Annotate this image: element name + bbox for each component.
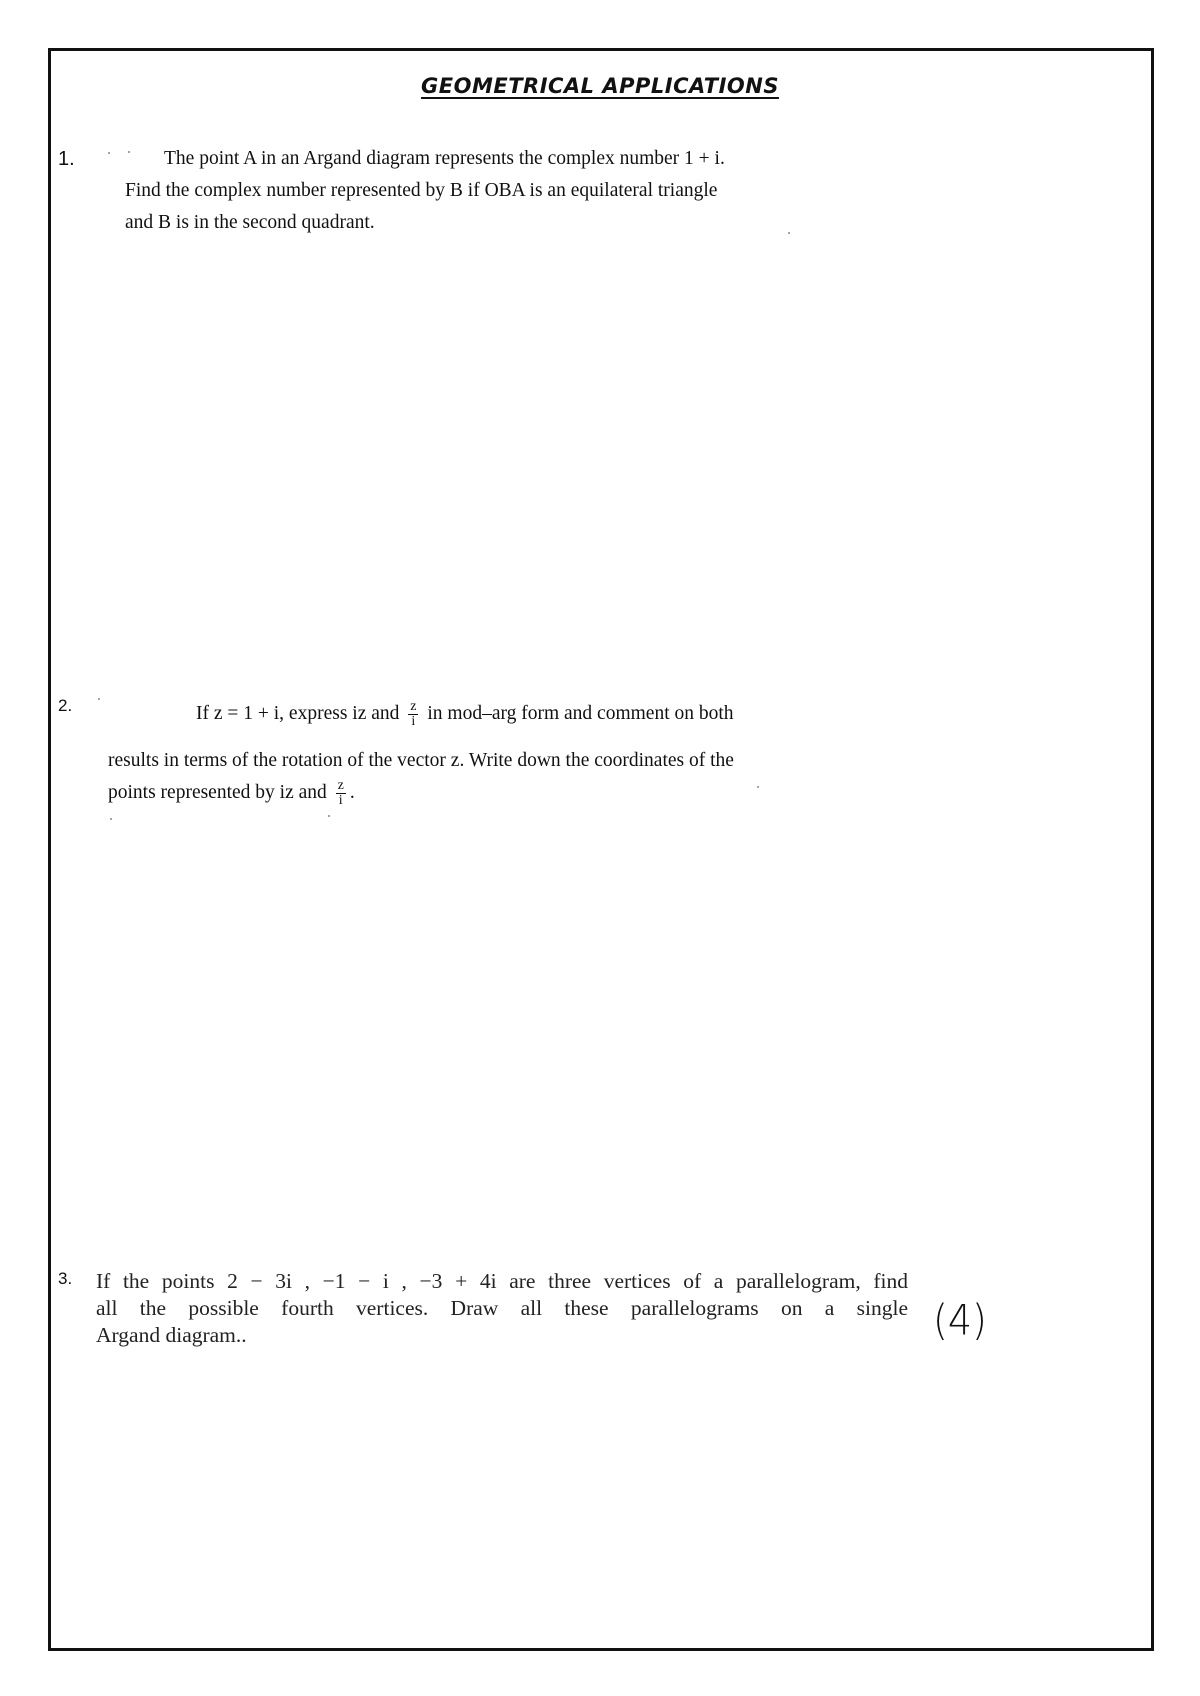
fraction-denominator: i bbox=[411, 714, 416, 729]
question-2-line-1 bbox=[196, 700, 734, 729]
question-3-number: 3. bbox=[58, 1269, 73, 1288]
scan-speck bbox=[108, 152, 110, 154]
fraction-denominator-2: i bbox=[338, 793, 343, 808]
z-over-i-fraction-2 bbox=[336, 779, 346, 808]
question-1-line-3: and B is in the second quadrant. bbox=[125, 212, 375, 233]
question-2-line-2: results in terms of the rotation of the vector z. Write down the coordinates of the bbox=[108, 750, 734, 771]
question-2-line-1-end: in mod–arg form and comment on both bbox=[427, 702, 734, 724]
scan-speck bbox=[757, 786, 759, 788]
question-1-line-2: Find the complex number represented by B if OBA is an equilateral triangle bbox=[125, 180, 718, 201]
z-over-i-fraction bbox=[408, 700, 418, 729]
page-title: GEOMETRICAL APPLICATIONS bbox=[421, 74, 779, 98]
scan-speck bbox=[98, 698, 100, 700]
page-border bbox=[48, 48, 1154, 1651]
question-2-line-1-start: If z = 1 + i, express iz and bbox=[196, 702, 400, 724]
question-2-line-3-end: . bbox=[349, 781, 355, 803]
question-3-marks-handwritten: (4) bbox=[933, 1295, 987, 1345]
question-1-number: 1. bbox=[58, 148, 75, 170]
scan-speck bbox=[128, 151, 130, 153]
question-3-line-1: If the points 2 − 3i , −1 − i , −3 + 4i are three vertices of a parallelogram, find bbox=[96, 1269, 908, 1293]
scan-speck bbox=[328, 815, 330, 817]
question-3-line-2: all the possible fourth vertices. Draw all these parallelograms on a single bbox=[96, 1296, 908, 1320]
question-3-line-3: Argand diagram.. bbox=[96, 1323, 247, 1347]
question-2-line-3-start: points represented by iz and bbox=[108, 781, 327, 803]
question-2-line-3 bbox=[108, 779, 355, 808]
scan-speck bbox=[788, 232, 790, 234]
fraction-numerator-2: z bbox=[337, 778, 344, 793]
question-2-number: 2. bbox=[58, 696, 73, 715]
question-1-line-1: The point A in an Argand diagram represents the complex number 1 + i. bbox=[164, 148, 725, 169]
fraction-numerator: z bbox=[410, 699, 417, 714]
scan-speck bbox=[110, 818, 112, 820]
